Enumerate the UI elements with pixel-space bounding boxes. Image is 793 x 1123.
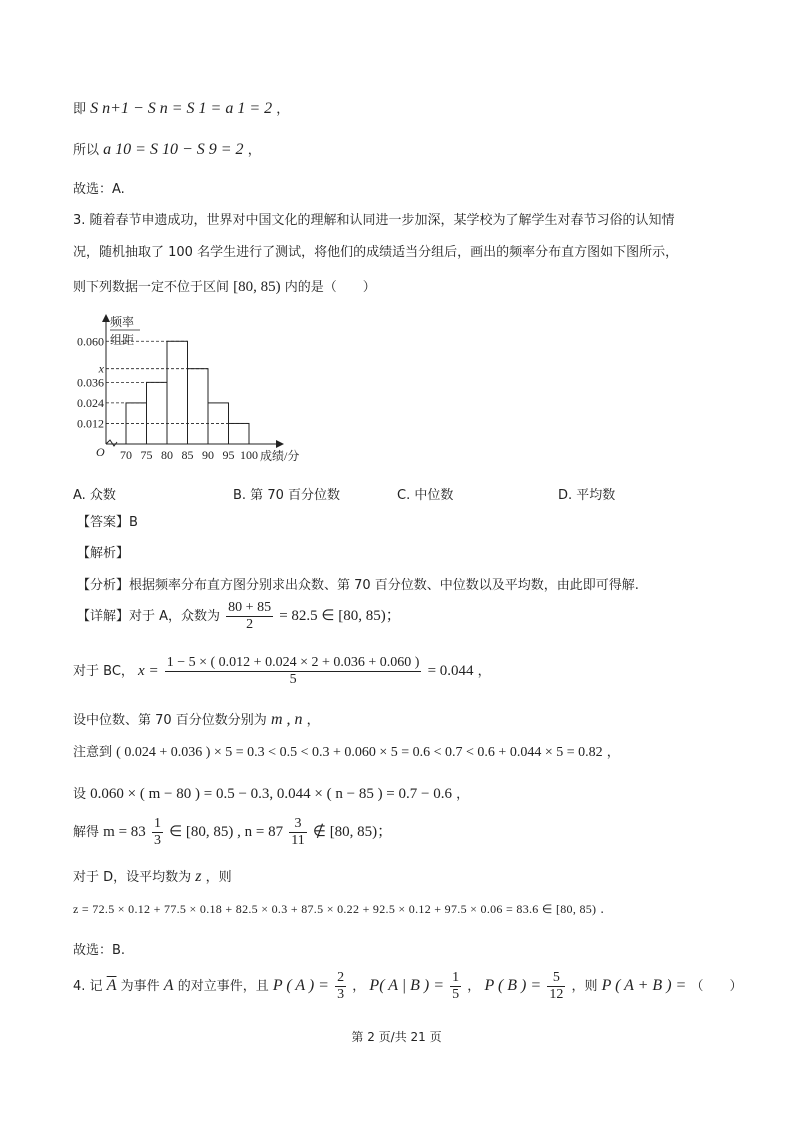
y-tick-label: 0.024: [77, 395, 104, 410]
fraction-denominator: 11: [291, 833, 305, 848]
d-prefix: 对于 D，设平均数为: [73, 870, 192, 885]
fraction-numerator: 2: [337, 970, 345, 985]
axis-break-icon: [106, 440, 117, 446]
let-math: 0.060 × ( m − 80 ) = 0.5 − 0.3, 0.044 × ( n − 85 ) = 0.7 − 0.6: [90, 786, 452, 802]
fraction-denominator: 12: [549, 987, 564, 1002]
fraction-numerator: 1: [452, 970, 460, 985]
union-expression: P ( A + B ) =: [601, 977, 687, 994]
fraction-denominator: 3: [337, 987, 345, 1002]
line-end: ，: [306, 713, 320, 728]
solve-line: [73, 816, 392, 849]
y-tick-label: 0.060: [77, 334, 104, 349]
fraction-numerator: 5: [547, 970, 565, 987]
fraction-numerator: 80 + 85: [228, 600, 272, 615]
pa-expression: P ( A ) =: [272, 977, 329, 994]
bc-line: [73, 655, 491, 688]
set-line: [73, 711, 320, 730]
option-b: B. 第 70 百分位数: [233, 488, 340, 503]
x-tick-label: 95: [222, 448, 235, 462]
q4-prefix: 4. 记: [73, 979, 103, 994]
line-end: ，: [276, 102, 290, 117]
interval-expression: [80, 85): [233, 279, 281, 295]
derivation-line-2: [73, 141, 261, 160]
set-variables: m , n: [270, 711, 303, 728]
conclusion: 故选：B.: [73, 943, 126, 958]
origin-label: O: [96, 445, 105, 459]
histogram-bar: [167, 341, 188, 444]
y-tick-label: 0.012: [77, 416, 104, 431]
line-end: .: [600, 902, 605, 916]
question-4-line: [73, 970, 742, 1003]
choice-line: 故选：A.: [73, 182, 125, 197]
x-tick-label: 85: [181, 448, 194, 462]
x-axis-label: 成绩/分: [260, 449, 300, 463]
analysis-text: 【分析】根据频率分布直方图分别求出众数、第 70 百分位数、中位数以及平均数，由此即可得解.: [77, 578, 639, 593]
detail-prefix: 【详解】对于 A，众数为: [77, 609, 221, 624]
q4-text: 的对立事件，且: [177, 979, 269, 994]
question-3-line-1: 3. 随着春节申遗成功，世界对中国文化的理解和认同进一步加深，某学校为了解学生对春节习俗的认知情: [73, 213, 675, 228]
math-expression: a 10 = S 10 − S 9 = 2: [103, 141, 244, 158]
detail-a-line: [77, 600, 401, 633]
x-tick-label: 75: [140, 448, 153, 462]
notice-math: ( 0.024 + 0.036 ) × 5 = 0.3 < 0.5 < 0.3 + 0.060 × 5 = 0.6 < 0.7 < 0.6 + 0.044 × 5 = 0.82: [116, 745, 603, 760]
page-footer: 第 2 页/共 21 页: [351, 1030, 442, 1044]
analysis-heading: 【解析】: [77, 546, 130, 561]
answer-paren: （ ）: [690, 979, 743, 994]
histogram-bar: [229, 423, 250, 444]
mode-result: = 82.5 ∈ [80, 85)；: [279, 608, 401, 624]
question-text: 内的是（ ）: [284, 280, 376, 295]
separator: ，: [467, 979, 481, 994]
set-text: 设中位数、第 70 百分位数分别为: [73, 713, 267, 728]
line-end: ，: [606, 745, 620, 760]
y-label-bottom: 组距: [110, 333, 135, 347]
fraction-denominator: 5: [452, 987, 460, 1002]
fraction-denominator: 5: [289, 672, 297, 687]
q4-text: 为事件: [120, 979, 160, 994]
event-symbol: A: [163, 977, 174, 994]
bc-prefix: 对于 BC，: [73, 664, 134, 679]
separator: ，: [352, 979, 366, 994]
pb-fraction: [547, 970, 565, 1003]
d-variable: z: [195, 868, 202, 885]
y-tick-label: x: [98, 361, 104, 376]
derivation-line-1: [73, 100, 289, 119]
bc-result: = 0.044: [427, 663, 474, 679]
line-end: ，: [247, 143, 261, 158]
option-d: D. 平均数: [558, 488, 616, 503]
mode-fraction: [226, 600, 273, 633]
notice-line: [73, 744, 620, 762]
x-tick-label: 90: [202, 448, 214, 462]
fraction-denominator: 3: [153, 833, 161, 848]
let-line: [73, 785, 469, 804]
option-c: C. 中位数: [397, 488, 454, 503]
q4-text: ，则: [571, 979, 598, 994]
d-suffix: ，则: [205, 870, 232, 885]
pa-fraction: [335, 970, 346, 1003]
line-end: ，: [477, 664, 491, 679]
solve-prefix: 解得: [73, 825, 100, 840]
line-end: ，: [456, 787, 470, 802]
y-tick-label: 0.036: [77, 375, 104, 390]
n-fraction: [289, 816, 306, 849]
fraction-numerator: 3: [289, 816, 306, 833]
fraction-numerator: 1: [153, 816, 161, 831]
x-axis-arrow: [276, 440, 284, 448]
histogram-bar: [188, 369, 209, 444]
d-line: [73, 868, 232, 887]
x-tick-label: 100: [240, 448, 258, 462]
histogram-bar: [147, 382, 168, 444]
option-a: A. 众数: [73, 488, 116, 503]
answer: 【答案】B: [77, 515, 138, 530]
fraction-numerator: 1 − 5 × ( 0.012 + 0.024 × 2 + 0.036 + 0.060 ): [166, 655, 420, 670]
pab-expression: P( A | B ) =: [369, 977, 445, 994]
line-prefix: 所以: [73, 143, 100, 158]
m-fraction: [152, 816, 163, 849]
bc-fraction: [165, 655, 422, 688]
y-label-top: 频率: [110, 315, 135, 329]
pab-fraction: [450, 970, 461, 1003]
x-tick-label: 70: [120, 448, 132, 462]
solve-mid: ∈ [80, 85) , n = 87: [169, 824, 284, 840]
mean-math: z = 72.5 × 0.12 + 77.5 × 0.18 + 82.5 × 0.3 + 87.5 × 0.22 + 92.5 × 0.12 + 97.5 × 0.06 = 83.6 ∈ [80, 85): [73, 902, 597, 916]
fraction-denominator: 2: [246, 617, 254, 632]
solve-m: m = 83: [103, 824, 146, 840]
question-text: 则下列数据一定不位于区间: [73, 280, 230, 295]
solve-tail: ∉ [80, 85)；: [312, 824, 393, 840]
bc-variable: x =: [138, 663, 159, 679]
question-3-line-2: 况，随机抽取了 100 名学生进行了测试，将他们的成绩适当分组后，画出的频率分布直方图如下图所示，: [73, 245, 679, 260]
mean-line: [73, 900, 604, 918]
x-tick-label: 80: [161, 448, 173, 462]
pb-expression: P ( B ) =: [484, 977, 542, 994]
frequency-histogram: [70, 312, 330, 472]
math-expression: S n+1 − S n = S 1 = a 1 = 2: [90, 100, 273, 117]
y-axis-arrow: [102, 314, 110, 322]
let-prefix: 设: [73, 787, 87, 802]
line-prefix: 即: [73, 102, 87, 117]
notice-prefix: 注意到: [73, 745, 113, 760]
complement-symbol: $\overline{A}$: [106, 977, 117, 994]
question-3-line-3: [73, 278, 376, 297]
